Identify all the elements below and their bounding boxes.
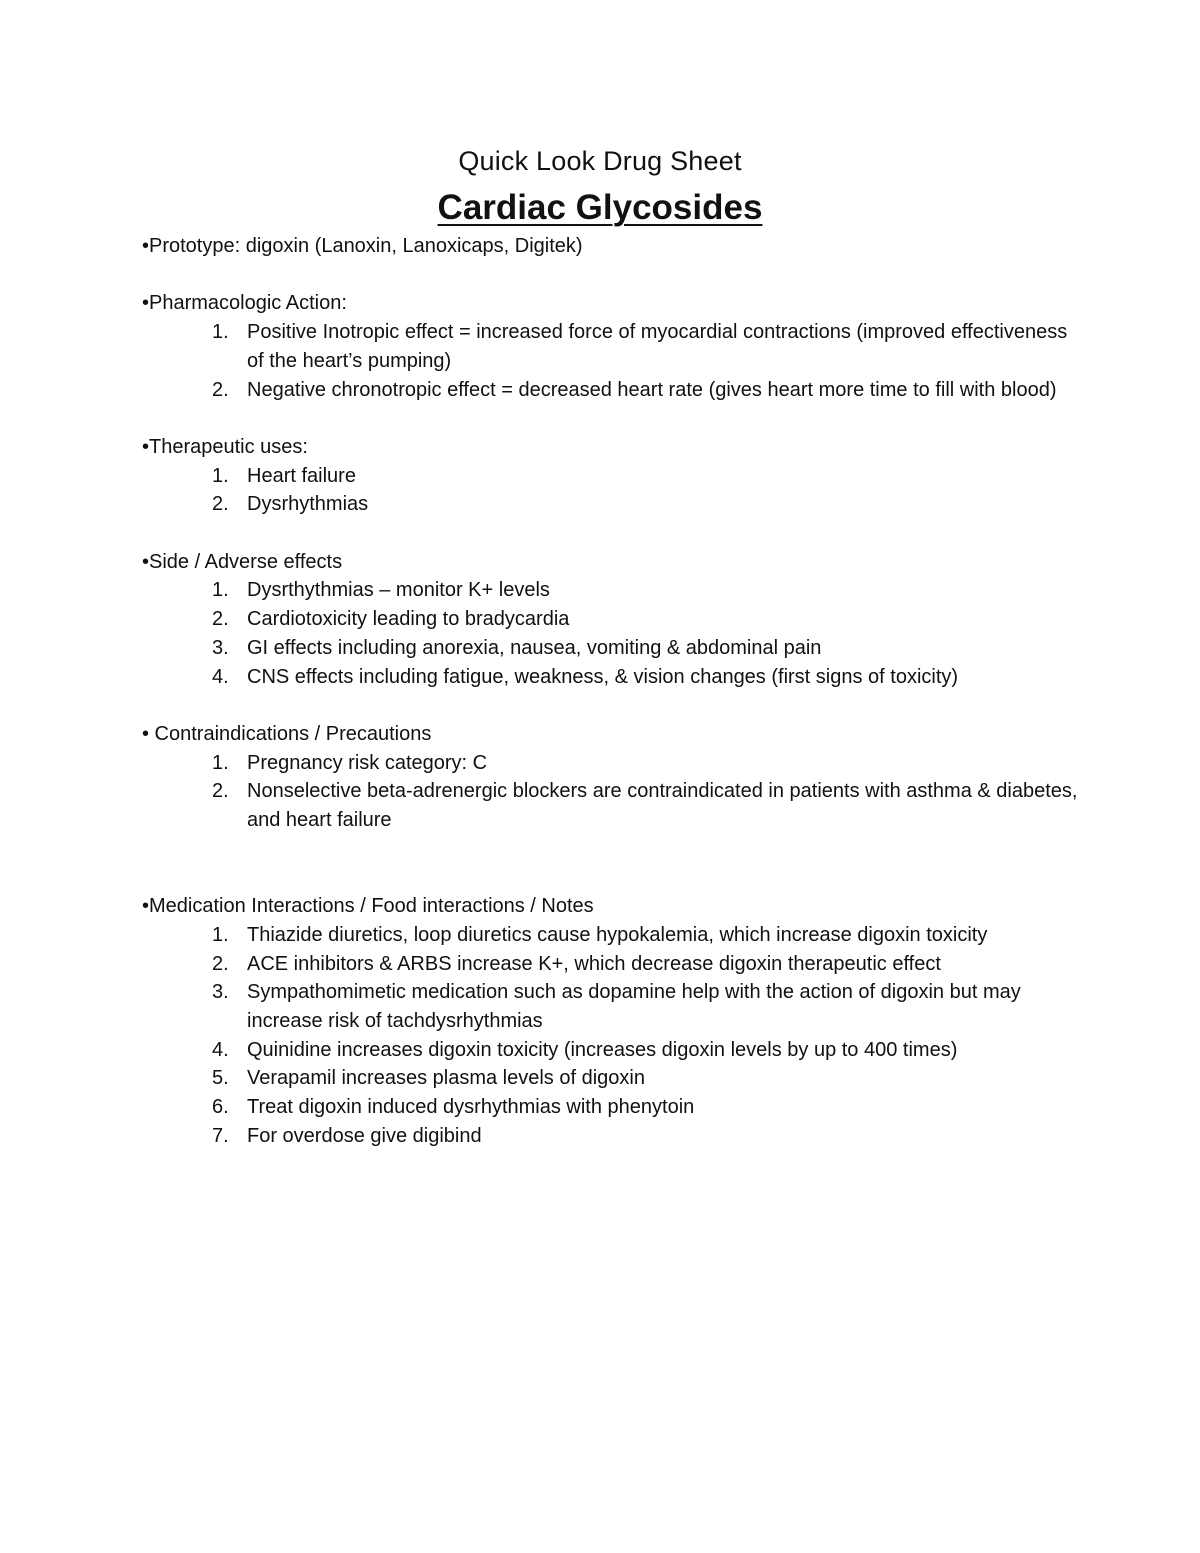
list-item [142,376,1082,405]
list-item [142,978,1082,1035]
item-number: 6. [212,1096,229,1119]
item-number: 1. [212,321,229,344]
list-item [142,576,1082,605]
item-number: 4. [212,1038,229,1061]
pharmacologic-action-section [142,289,1082,404]
contraindications-section [142,720,1082,835]
item-number: 2. [212,378,229,401]
item-number: 1. [212,579,229,602]
list-item [142,921,1082,950]
numbered-list [142,749,1082,835]
list-item [142,318,1082,375]
list-item [142,634,1082,663]
item-number: 5. [212,1067,229,1090]
section-heading: •Medication Interactions / Food interactions / Notes [142,895,594,918]
item-text: For overdose give digibind [247,1124,482,1147]
list-item [142,1093,1082,1122]
item-number: 3. [212,636,229,659]
adverse-effects-section [142,548,1082,692]
section-heading: •Therapeutic uses: [142,435,308,458]
item-number: 1. [212,923,229,946]
item-number: 1. [212,464,229,487]
item-text: Negative chronotropic effect = decreased heart rate (gives heart more time to fill with blood) [247,378,1057,401]
item-number: 2. [212,493,229,516]
list-item [142,1064,1082,1093]
numbered-list [142,921,1082,1151]
section-heading: •Side / Adverse effects [142,550,343,573]
item-text: Sympathomimetic medication such as dopamine help with the action of digoxin but may increase risk of tachdysrhythmias [247,981,1021,1032]
item-text: Dysrthythmias – monitor K+ levels [247,579,550,602]
section-heading: • Contraindications / Precautions [142,722,432,745]
document-body [142,232,1082,1150]
item-text: Thiazide diuretics, loop diuretics cause hypokalemia, which increase digoxin toxicity [247,923,988,946]
item-text: Nonselective beta-adrenergic blockers are contraindicated in patients with asthma & diabetes, and heart failure [247,780,1078,831]
item-text: Dysrhythmias [247,493,369,516]
prototype-line: •Prototype: digoxin (Lanoxin, Lanoxicaps, Digitek) [142,235,583,257]
item-number: 4. [212,665,229,688]
numbered-list [142,576,1082,691]
numbered-list [142,318,1082,404]
item-number: 2. [212,780,229,803]
item-text: ACE inhibitors & ARBS increase K+, which decrease digoxin therapeutic effect [247,952,941,975]
list-item [142,1036,1082,1065]
item-text: Heart failure [247,464,356,487]
prototype-section [142,232,1082,261]
interactions-section [142,892,1082,1150]
section-heading: •Pharmacologic Action: [142,292,347,315]
item-number: 3. [212,981,229,1004]
item-text: Quinidine increases digoxin toxicity (increases digoxin levels by up to 400 times) [247,1038,958,1061]
list-item [142,605,1082,634]
item-text: CNS effects including fatigue, weakness, & vision changes (first signs of toxicity) [247,665,959,688]
item-number: 2. [212,608,229,631]
item-text: Cardiotoxicity leading to bradycardia [247,608,570,631]
item-number: 1. [212,751,229,774]
item-text: Pregnancy risk category: C [247,751,488,774]
list-item [142,462,1082,491]
document-subtitle: Quick Look Drug Sheet [458,146,742,176]
item-text: Positive Inotropic effect = increased force of myocardial contractions (improved effectiveness of the heart’s pumping) [247,321,1068,372]
list-item [142,1122,1082,1151]
list-item [142,777,1082,834]
item-number: 2. [212,952,229,975]
list-item [142,749,1082,778]
therapeutic-uses-section [142,433,1082,519]
list-item [142,950,1082,979]
item-text: Treat digoxin induced dysrhythmias with phenytoin [247,1096,695,1119]
item-text: Verapamil increases plasma levels of digoxin [247,1067,645,1090]
document-title: Cardiac Glycosides [437,188,763,227]
numbered-list [142,462,1082,519]
item-text: GI effects including anorexia, nausea, vomiting & abdominal pain [247,636,822,659]
item-number: 7. [212,1124,229,1147]
list-item [142,490,1082,519]
list-item [142,663,1082,692]
